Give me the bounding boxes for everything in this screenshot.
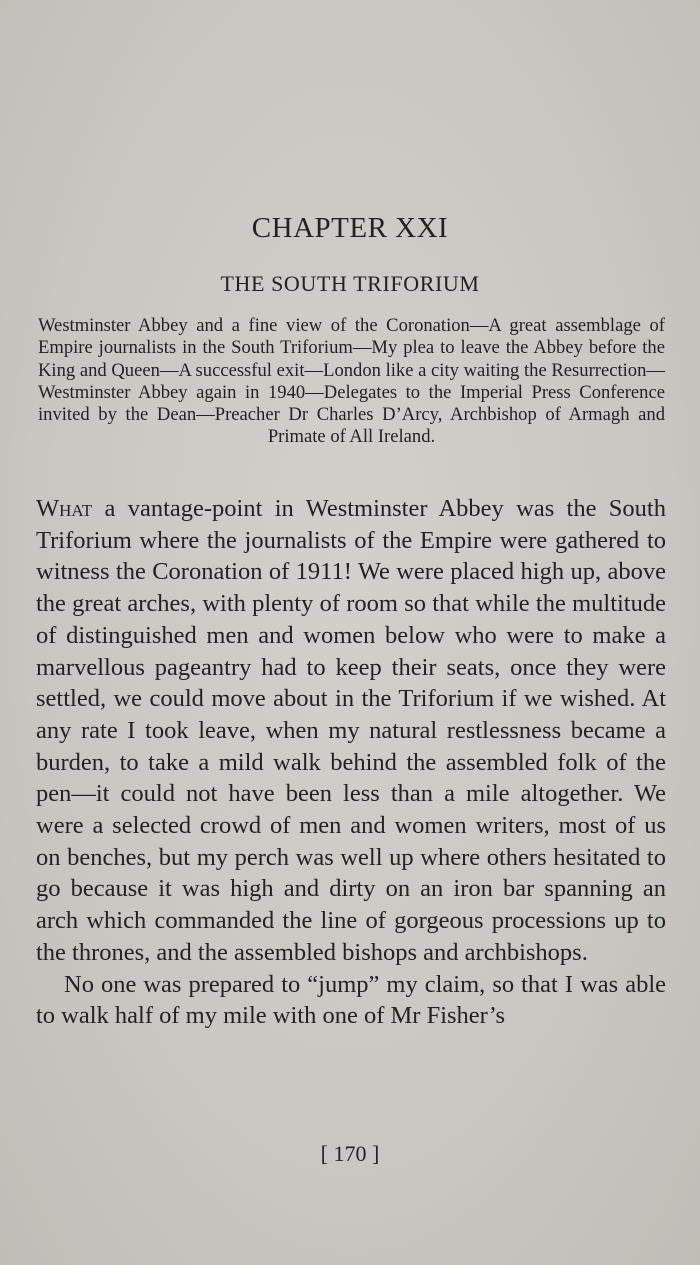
- body-text: [36, 493, 666, 1032]
- page-number: [ 170 ]: [320, 1141, 380, 1166]
- paragraph-2: No one was prepared to “jump” my claim, so that I was able to walk half of my mile with one of Mr Fisher’s: [36, 970, 666, 1030]
- chapter-subtitle: THE SOUTH TRIFORIUM: [220, 271, 480, 296]
- paragraph-1: [36, 493, 666, 969]
- chapter-title: CHAPTER XXI: [251, 212, 449, 244]
- chapter-synopsis: Westminster Abbey and a fine view of the Coronation—A great assemblage of Empire journalists in the South Triforium—My plea to leave the Abbey before the King and Queen—A successful exit—London like a city waiting the Resurrection—Westminster Abbey again in 1940—Delegates to the Imperial Press Conference invited by the Dean—Preacher Dr Charles D’Arcy, Archbishop of Armagh and Primate of All Ireland.: [38, 315, 665, 448]
- paragraph-1-text: a vantage-point in Westminster Abbey was the South Triforium where the journalists of the Empire were gathered to witness the Coronation of 1911! We were placed high up, above the great arches, with plenty of room so that while the multitude of distinguished men and women below who were to make a marvellous pageantry had to keep their seats, once they were settled, we could move about in the Triforium if we wished. At any rate I took leave, when my natural restlessness became a burden, to take a mild walk behind the assembled folk of the pen—it could not have been less than a mile altogether. We were a selected crowd of men and women writers, most of us on benches, but my perch was well up where others hesitated to go because it was high and dirty on an iron bar spanning an arch which commanded the line of gorgeous processions up to the thrones, and the assembled bishops and archbishops.: [36, 495, 666, 966]
- opening-word: What: [36, 495, 93, 522]
